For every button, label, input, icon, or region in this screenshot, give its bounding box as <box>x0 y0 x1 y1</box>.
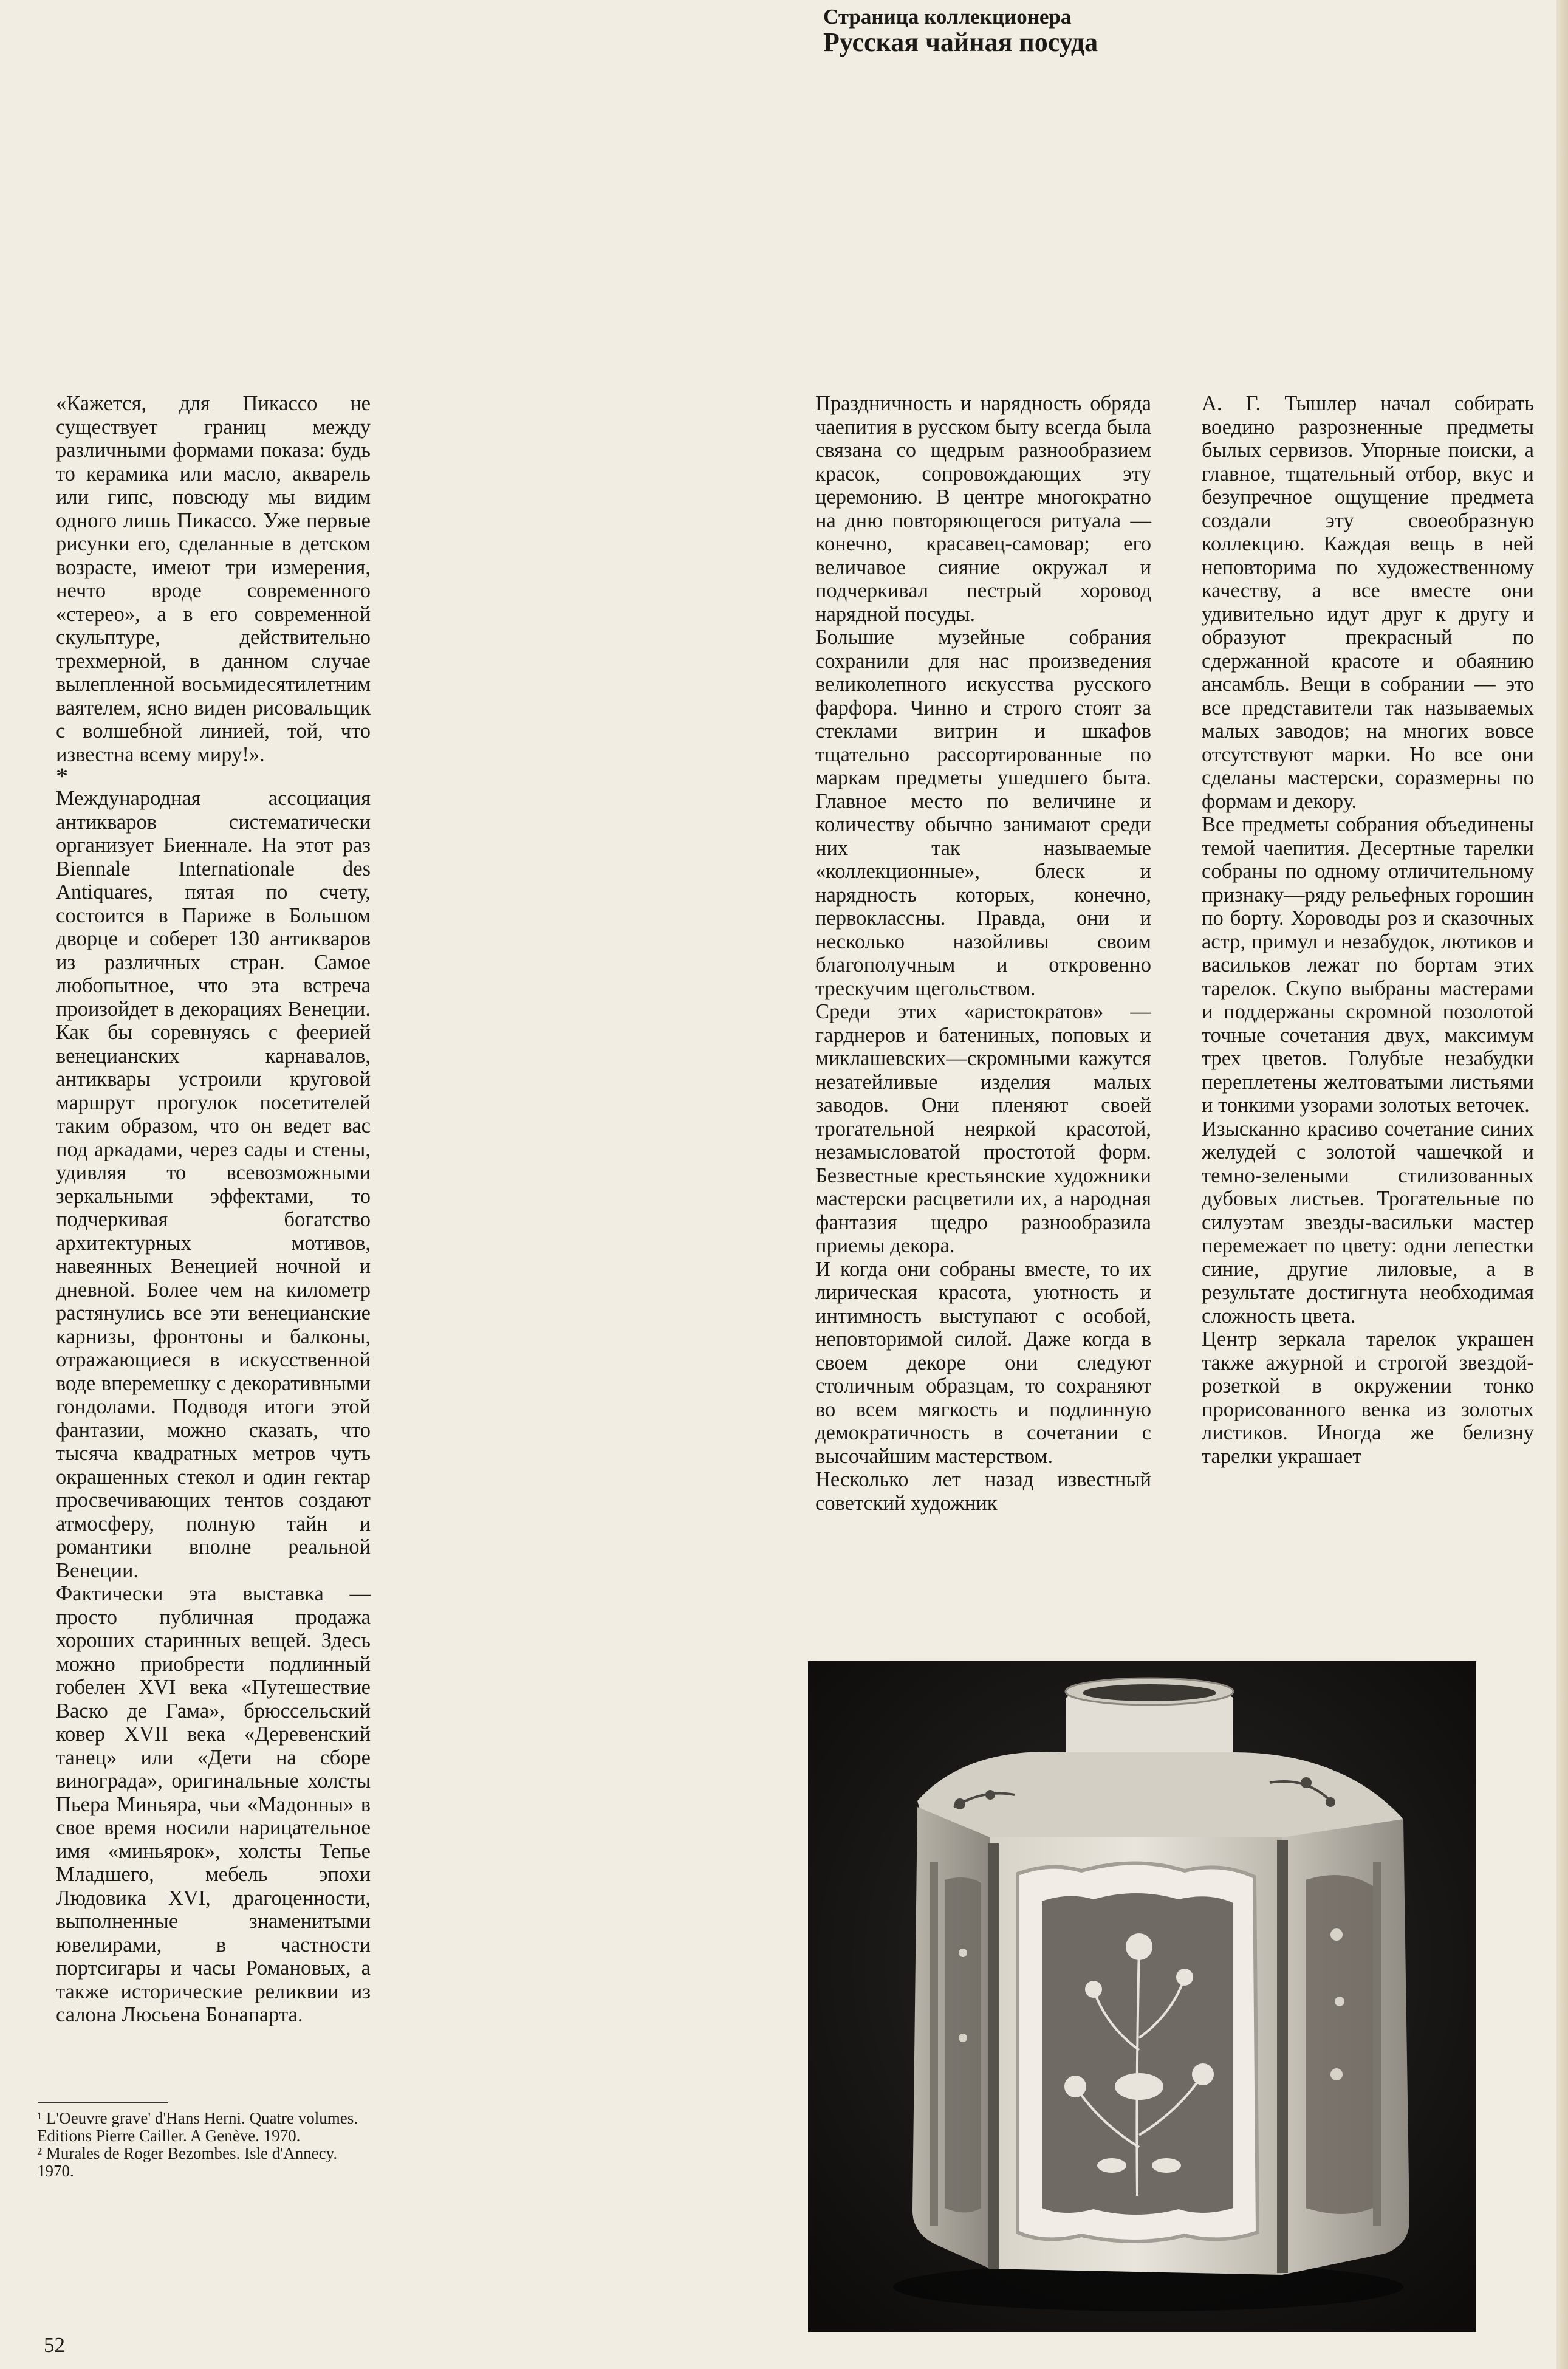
paragraph: Большие музейные собрания сохранили для нас произведения великолепного искусства русского фарфора. Чинно и строго стоят за стеклами витрин и шкафов тщательно рассортированные по маркам предметы ушедшего быта. Главное место по величине и количеству обычно занимают среди них так называемые «коллекционные», блеск и нарядность которых, конечно, первоклассны. Правда, они и несколько назойливы своим благополучным и откровенно трескучим щегольством. <box>815 626 1151 1000</box>
paragraph: Международная ассоциация антикваров систематически организует Биеннале. На этот раз Biennale Internationale des Antiquares, пятая по счету, состоится в Париже в Большом дворце и соберет 130 антикваров из различных стран. Самое любопытное, что эта встреча произойдет в декорациях Венеции. Как бы соревнуясь с феерией венецианских карнавалов, антиквары устроили круговой маршрут прогулок посетителей таким образом, что он ведет вас под аркадами, через сады и стены, удивляя то всевозможными зеркальными эффектами, то подчеркивая богатство архитектурных мотивов, навеянных Венецией ночной и дневной. Более чем на километр растянулись все эти венецианские карнизы, фронтоны и балконы, отражающиеся в искусственной воде вперемешку с декоративными гондолами. Подводя итоги этой фантазии, можно сказать, что тысяча квадратных метров чуть окрашенных стекол и один гектар просвечивающих тентов создают атмосферу, полную тайн и романтики вполне реальной Венеции. <box>56 787 371 1582</box>
paragraph: Праздничность и нарядность обряда чаепития в русском быту всегда была связана со щедрым разнообразием красок, сопровождающих эту церемонию. В центре многократно на дню повторяющегося ритуала — конечно, красавец-самовар; его величавое сияние окружал и подчеркивал пестрый хоровод нарядной посуды. <box>815 392 1151 626</box>
footnote: ² Murales de Roger Bezombes. Isle d'Annecy. 1970. <box>37 2144 338 2180</box>
paragraph: Центр зеркала тарелок украшен также ажурной и строгой звездой-розеткой в окружении тонко прорисованного венка из золотых листиков. Иногда же белизну тарелки украшает <box>1202 1328 1534 1468</box>
paragraph: Фактически эта выставка — просто публичная продажа хороших старинных вещей. Здесь можно приобрести подлинный гобелен XVI века «Путешествие Васко де Гама», брюссельский ковер XVII века «Деревенский танец» или «Дети на сборе винограда», оригинальные холсты Пьера Миньяра, чьи «Мадонны» в свое время носили нарицательное имя «миньярок», холсты Тепье Младшего, мебель эпохи Людовика XVI, драгоценности, выполненные знаменитыми ювелирами, в частности портсигары и часы Романовых, а также исторические реликвии из салона Люсьена Бонапарта. <box>56 1582 371 2026</box>
page-number: 52 <box>44 2333 65 2357</box>
section-label: Страница коллекционера <box>823 5 1072 29</box>
footnote-divider <box>38 2102 168 2103</box>
porcelain-tea-caddy-photo <box>808 1661 1476 2332</box>
scan-page-edge <box>1556 0 1568 2369</box>
paragraph: А. Г. Тышлер начал собирать воедино разрозненные предметы былых сервизов. Упорные поиски, а главное, тщательный отбор, вкус и безупречное ощущение предмета создали эту своеобразную коллекцию. Каждая вещь в ней неповторима по художественному качеству, а все вместе они удивительно идут друг к другу и образуют прекрасный по сдержанной красоте и обаянию ансамбль. Вещи в собрании — это все представители так называемых малых заводов; на многих вовсе отсутствуют марки. Но все они сделаны мастерски, соразмерны по формам и декору. <box>1202 392 1534 813</box>
paragraph: Среди этих «аристократов» — гарднеров и батениных, поповых и миклашевских—скромными кажутся незатейливые изделия малых заводов. Они пленяют своей трогательной неяркой красотой, незамысловатой простотой форм. Безвестные крестьянские художники мастерски расцветили их, а народная фантазия щедро разнообразила приемы декора. <box>815 1000 1151 1257</box>
paragraph: «Кажется, для Пикассо не существует границ между различными формами показа: будь то керамика или масло, акварель или гипс, повсюду мы видим одного лишь Пикассо. Уже первые рисунки его, сделанные в детском возрасте, имеют три измерения, нечто вроде современного «стерео», а в его современной скульптуре, действительно трехмерной, в данном случае вылепленной восьмидесятилетним ваятелем, ясно виден рисовальщик с волшебной линией, той, что известна всему миру!». <box>56 392 371 766</box>
tea-caddy-illustration <box>808 1661 1476 2332</box>
text-column-3 <box>1202 392 1534 1468</box>
paragraph: Все предметы собрания объединены темой чаепития. Десертные тарелки собраны по одному отличительному признаку—ряду рельефных горошин по борту. Хороводы роз и сказочных астр, примул и незабудок, лютиков и васильков лежат по бортам этих тарелок. Скупо выбраны мастерами и поддержаны скромной позолотой точные сочетания двух, максимум трех цветов. Голубые незабудки переплетены желтоватыми листьями и тонкими узорами золотых веточек. <box>1202 813 1534 1117</box>
text-column-1 <box>56 392 371 2027</box>
text-column-2 <box>815 392 1151 1515</box>
footnotes <box>37 2110 377 2180</box>
paragraph: Несколько лет назад известный советский художник <box>815 1468 1151 1515</box>
footnote: ¹ L'Oeuvre grave' d'Hans Herni. Quatre volumes. Editions Pierre Cailler. A Genève. 1970. <box>37 2109 358 2145</box>
paragraph: И когда они собраны вместе, то их лирическая красота, уютность и интимность выступают с особой, неповторимой силой. Даже когда в своем декоре они следуют столичным образцам, то сохраняют во всем мягкость и подлинную демократичность в сочетании с высочайшим мастерством. <box>815 1257 1151 1468</box>
section-divider-star: * <box>56 763 68 790</box>
paragraph: Изысканно красиво сочетание синих желудей с золотой чашечкой и темно-зелеными стилизованных дубовых листьев. Трогательные по силуэтам звезды-васильки мастер перемежает по цвету: одни лепестки синие, другие лиловые, а в результате достигнута необходимая сложность цвета. <box>1202 1117 1534 1328</box>
page-title: Русская чайная посуда <box>823 27 1098 57</box>
